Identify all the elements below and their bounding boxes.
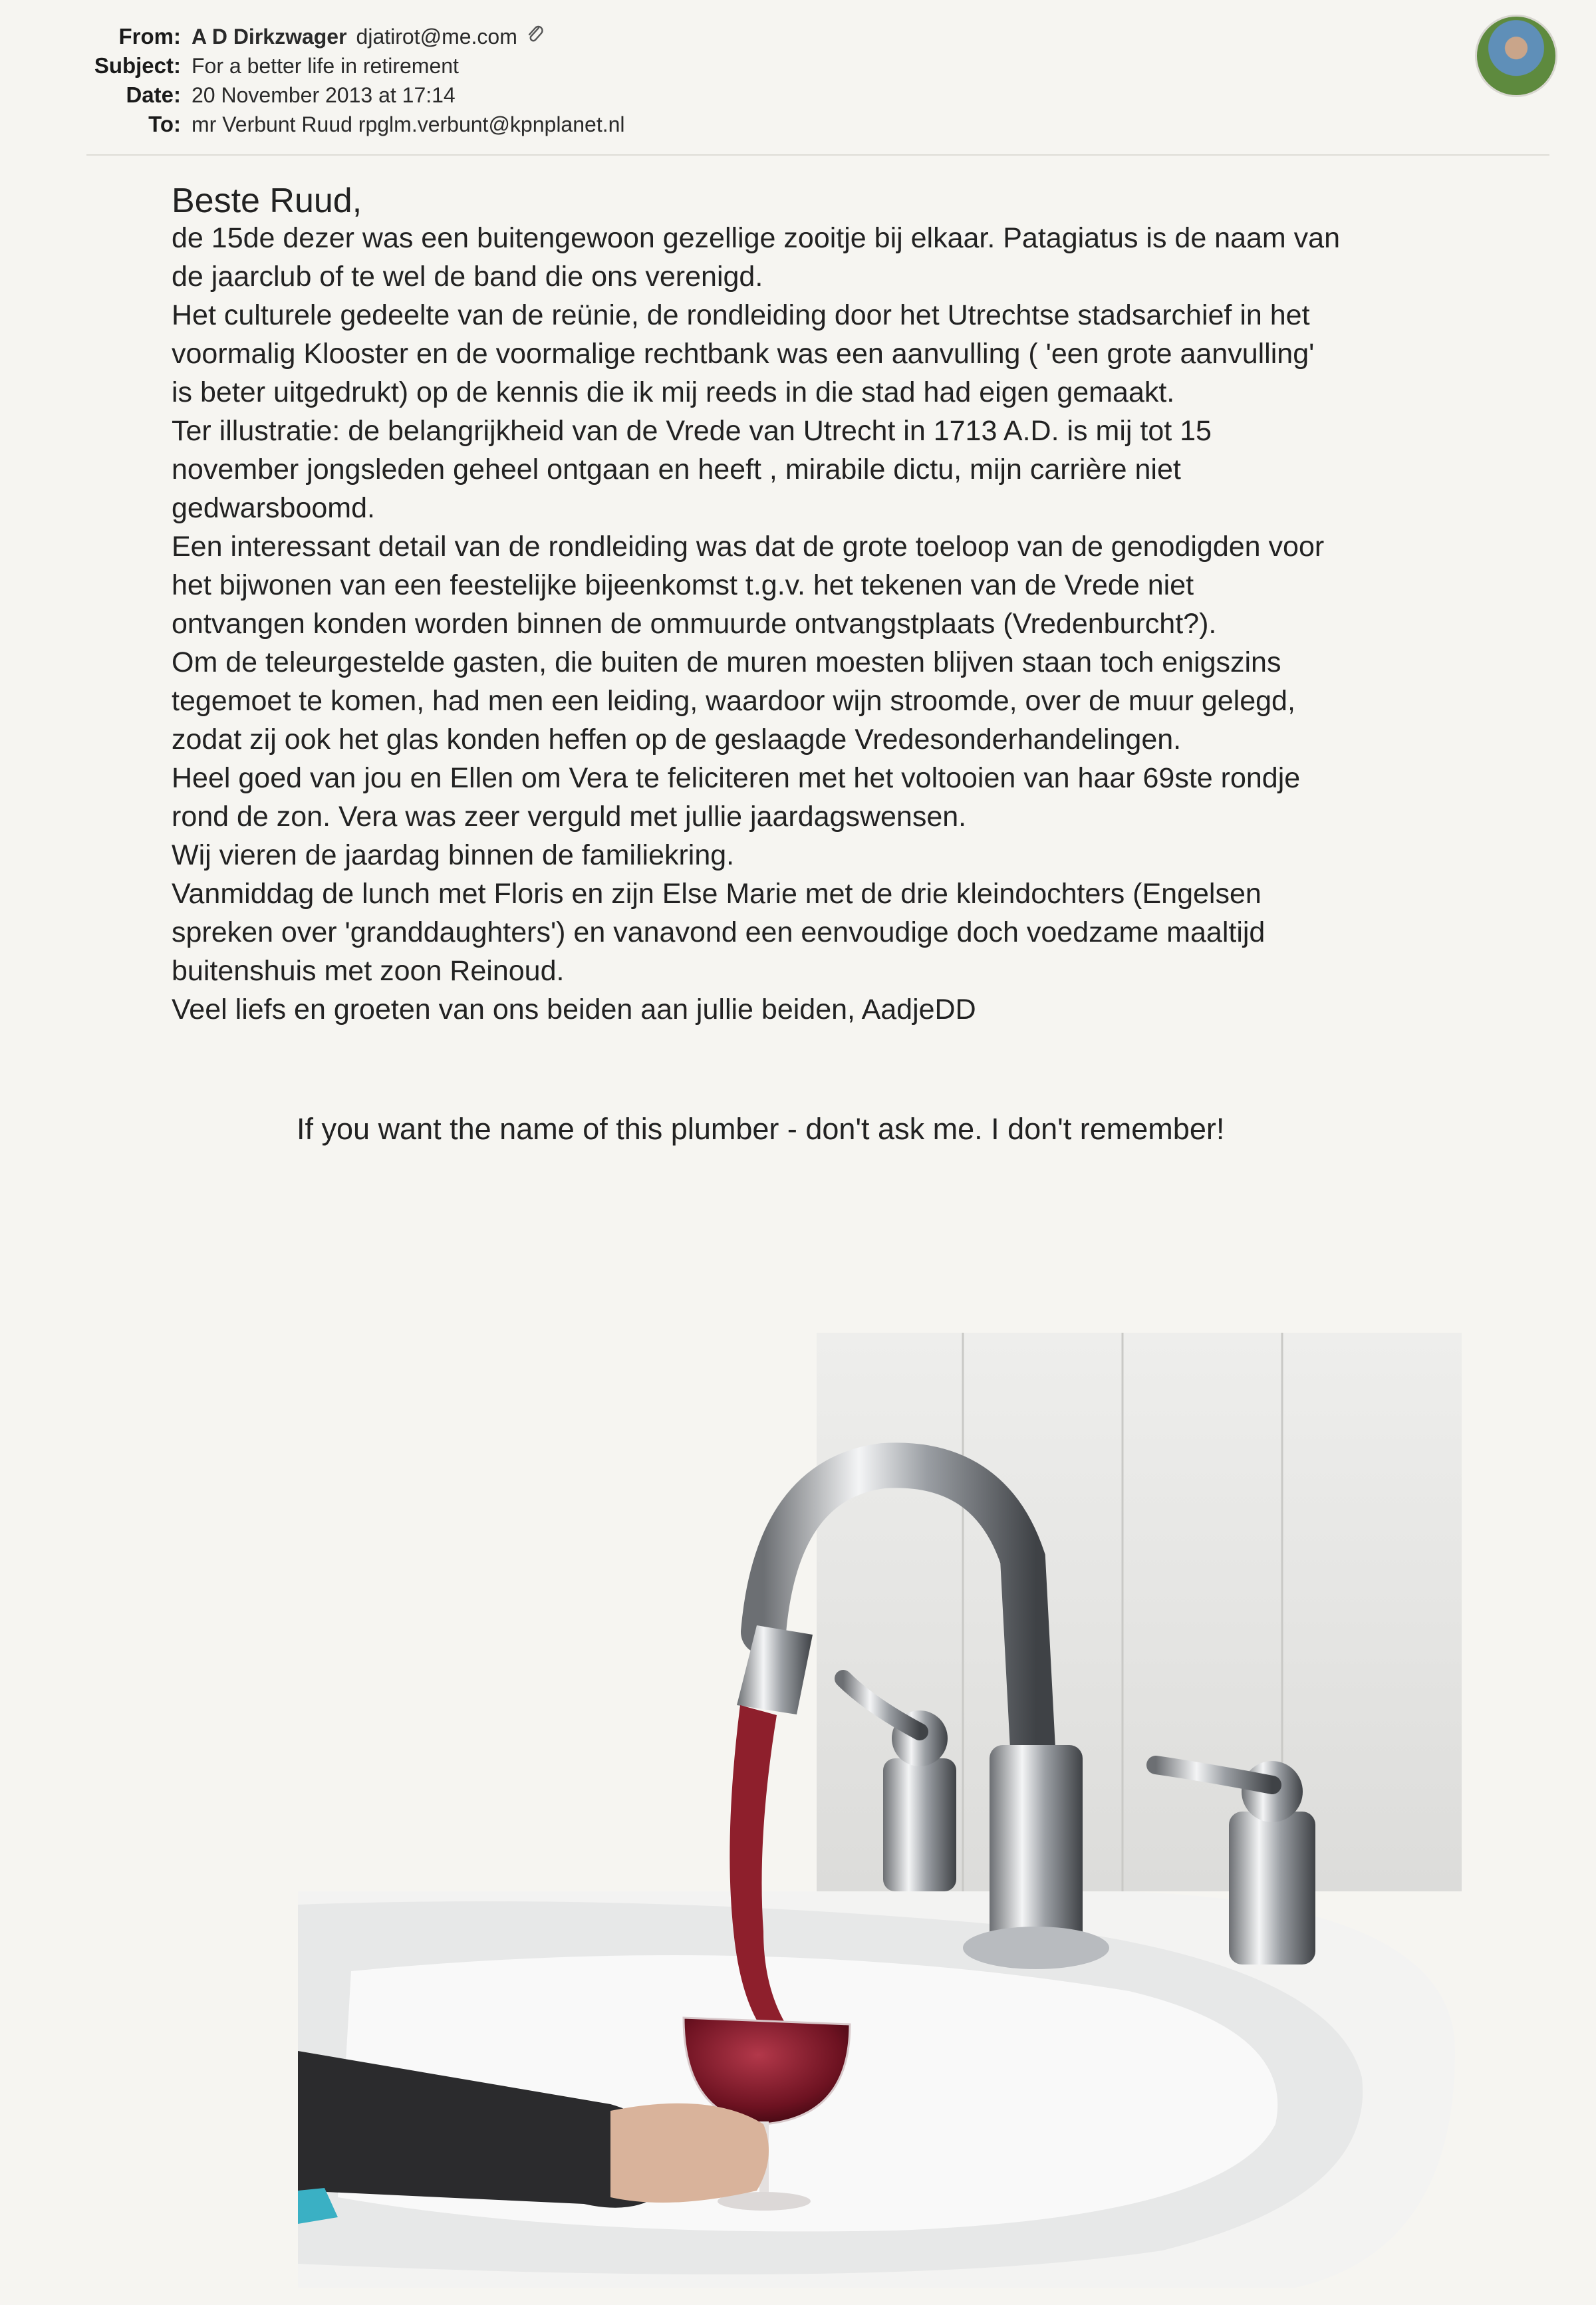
letter-line: de 15de dezer was een buitengewoon gezellige zooitje bij elkaar. Patagiatus is de naam van: [172, 222, 1341, 254]
letter-line: Een interessant detail van de rondleiding was dat de grote toeloop van de genodigden voor: [172, 531, 1325, 563]
letter-line: de jaarclub of te wel de band die ons verenigd.: [172, 261, 763, 293]
paperclip-icon[interactable]: [527, 24, 544, 49]
letter-line: Heel goed van jou en Ellen om Vera te feliciteren met het voltooien van haar 69ste rondje: [172, 762, 1301, 794]
letter-line: Ter illustratie: de belangrijkheid van de Vrede van Utrecht in 1713 A.D. is mij tot 15: [172, 415, 1212, 447]
letter-line: voormalig Klooster en de voormalige rechtbank was een aanvulling ( 'een grote aanvulling': [172, 338, 1315, 370]
header-divider: [86, 154, 1549, 156]
letter-line: is beter uitgedrukt) op de kennis die ik mij reeds in die stad had eigen gemaakt.: [172, 376, 1175, 408]
letter-line: Wij vieren de jaardag binnen de familiekring.: [172, 839, 735, 871]
letter-line: november jongsleden geheel ontgaan en heeft , mirabile dictu, mijn carrière niet: [172, 454, 1181, 485]
letter-line: buitenshuis met zoon Reinoud.: [172, 955, 565, 987]
letter-line: Het culturele gedeelte van de reünie, de rondleiding door het Utrechtse stadsarchief in het: [172, 299, 1310, 331]
recipient-value[interactable]: mr Verbunt Ruud rpglm.verbunt@kpnplanet.nl: [192, 112, 625, 136]
subject-row: [40, 53, 1370, 82]
wine-faucet-photo: [298, 1333, 1462, 2288]
letter-line: Vanmiddag de lunch met Floris en zijn Else Marie met de drie kleindochters (Engelsen: [172, 878, 1262, 910]
letter-line: het bijwonen van een feestelijke bijeenkomst t.g.v. het tekenen van de Vrede niet: [172, 569, 1194, 601]
letter-line: Veel liefs en groeten van ons beiden aan jullie beiden, AadjeDD: [172, 994, 976, 1025]
letter-line: rond de zon. Vera was zeer verguld met jullie jaardagswensen.: [172, 801, 967, 833]
date-value: 20 November 2013 at 17:14: [192, 83, 456, 107]
sender-email[interactable]: djatirot@me.com: [356, 25, 517, 49]
date-label: Date:: [126, 82, 181, 107]
date-row: [40, 82, 1370, 112]
avatar: [1475, 15, 1557, 97]
to-row: [40, 112, 1370, 141]
letter-greeting: Beste Ruud,: [172, 182, 362, 220]
subject-value: For a better life in retirement: [192, 54, 459, 78]
sender-name: A D Dirkzwager: [192, 25, 347, 49]
from-label: From:: [118, 24, 181, 49]
letter-line: tegemoet te komen, had men een leiding, waardoor wijn stroomde, over de muur gelegd,: [172, 685, 1295, 717]
to-label: To:: [148, 112, 181, 136]
letter-line: spreken over 'granddaughters') en vanavond een eenvoudige doch voedzame maaltijd: [172, 916, 1265, 948]
email-header: [40, 24, 1370, 141]
letter-line: ontvangen konden worden binnen de ommuurde ontvangstplaats (Vredenburcht?).: [172, 608, 1217, 640]
letter-line: gedwarsboomd.: [172, 492, 375, 524]
postscript: If you want the name of this plumber - don't ask me. I don't remember!: [297, 1112, 1225, 1146]
letter-line: Om de teleurgestelde gasten, die buiten de muren moesten blijven staan toch enigszins: [172, 646, 1281, 678]
from-row: [40, 24, 1370, 53]
subject-label: Subject:: [94, 53, 181, 78]
letter-line: zodat zij ook het glas konden heffen op de geslaagde Vredesonderhandelingen.: [172, 724, 1182, 755]
